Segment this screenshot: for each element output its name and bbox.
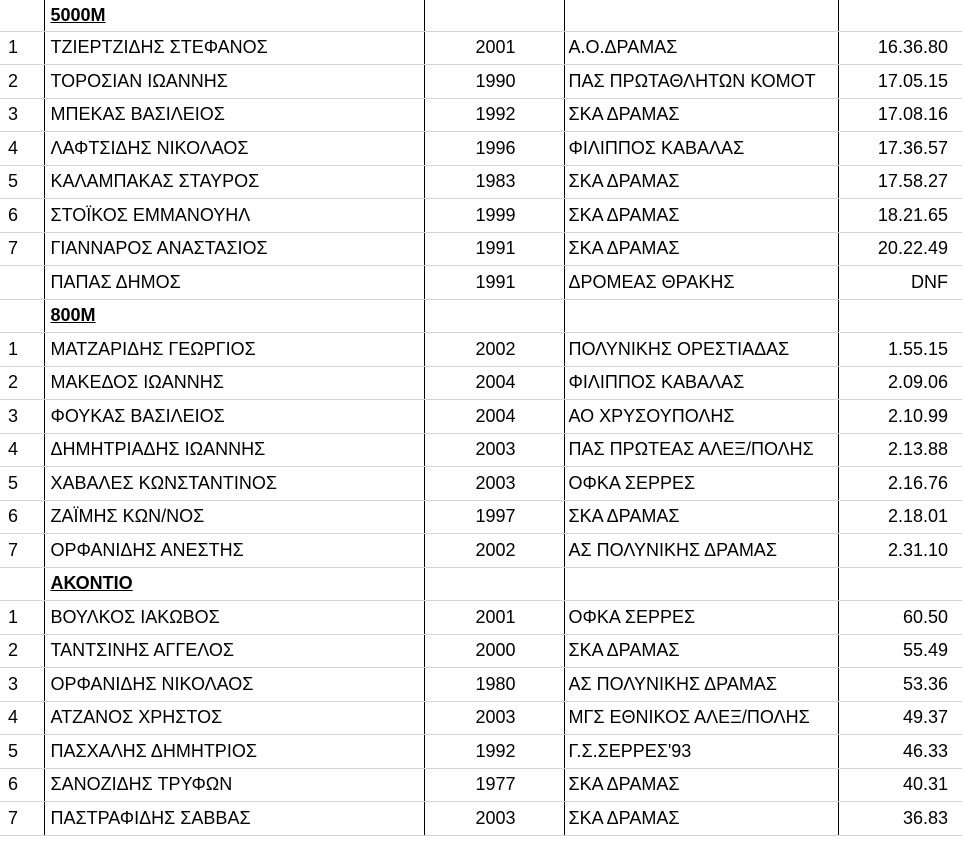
birth-year-cell[interactable]: 2003: [424, 467, 564, 501]
table-row: [0, 232, 962, 266]
position-cell[interactable]: 2: [0, 366, 44, 400]
position-cell[interactable]: 3: [0, 98, 44, 132]
club-cell[interactable]: ΣΚΑ ΔΡΑΜΑΣ: [564, 199, 838, 233]
table-row: [0, 199, 962, 233]
club-cell[interactable]: ΑΣ ΠΟΛΥΝΙΚΗΣ ΔΡΑΜΑΣ: [564, 668, 838, 702]
birth-year-cell[interactable]: 1996: [424, 132, 564, 166]
birth-year-cell[interactable]: 1999: [424, 199, 564, 233]
club-cell[interactable]: ΣΚΑ ΔΡΑΜΑΣ: [564, 98, 838, 132]
athlete-name-cell[interactable]: ΑΤΖΑΝΟΣ ΧΡΗΣΤΟΣ: [44, 701, 424, 735]
empty-cell[interactable]: [0, 299, 44, 333]
position-cell[interactable]: 2: [0, 65, 44, 99]
club-cell[interactable]: ΔΡΟΜΕΑΣ ΘΡΑΚΗΣ: [564, 266, 838, 300]
club-cell[interactable]: ΟΦΚΑ ΣΕΡΡΕΣ: [564, 467, 838, 501]
athlete-name-cell[interactable]: ΦΟΥΚΑΣ ΒΑΣΙΛΕΙΟΣ: [44, 400, 424, 434]
athlete-name-cell[interactable]: ΠΑΣΧΑΛΗΣ ΔΗΜΗΤΡΙΟΣ: [44, 735, 424, 769]
position-cell[interactable]: 3: [0, 400, 44, 434]
position-cell[interactable]: 6: [0, 199, 44, 233]
table-row: [0, 634, 962, 668]
position-cell[interactable]: 3: [0, 668, 44, 702]
club-cell[interactable]: Γ.Σ.ΣΕΡΡΕΣ'93: [564, 735, 838, 769]
birth-year-cell[interactable]: 1980: [424, 668, 564, 702]
position-cell[interactable]: 7: [0, 802, 44, 836]
position-cell[interactable]: 5: [0, 467, 44, 501]
position-cell[interactable]: 1: [0, 601, 44, 635]
birth-year-cell[interactable]: 1992: [424, 98, 564, 132]
birth-year-cell[interactable]: 2000: [424, 634, 564, 668]
table-row: [0, 400, 962, 434]
result-cell[interactable]: DNF: [838, 266, 962, 300]
club-cell[interactable]: ΟΦΚΑ ΣΕΡΡΕΣ: [564, 601, 838, 635]
empty-cell[interactable]: [0, 0, 44, 31]
position-cell[interactable]: 5: [0, 165, 44, 199]
empty-cell[interactable]: [564, 299, 838, 333]
athlete-name-cell[interactable]: ΟΡΦΑΝΙΔΗΣ ΝΙΚΟΛΑΟΣ: [44, 668, 424, 702]
empty-cell[interactable]: [0, 567, 44, 601]
birth-year-cell[interactable]: 1977: [424, 768, 564, 802]
empty-cell[interactable]: [564, 0, 838, 31]
birth-year-cell[interactable]: 2001: [424, 601, 564, 635]
athlete-name-cell[interactable]: ΛΑΦΤΣΙΔΗΣ ΝΙΚΟΛΑΟΣ: [44, 132, 424, 166]
athlete-name-cell[interactable]: ΖΑΪΜΗΣ ΚΩΝ/ΝΟΣ: [44, 500, 424, 534]
result-cell[interactable]: 17.08.16: [838, 98, 962, 132]
athlete-name-cell[interactable]: ΧΑΒΑΛΕΣ ΚΩΝΣΤΑΝΤΙΝΟΣ: [44, 467, 424, 501]
result-cell[interactable]: 16.36.80: [838, 31, 962, 65]
club-cell[interactable]: ΠΑΣ ΠΡΩΤΕΑΣ ΑΛΕΞ/ΠΟΛΗΣ: [564, 433, 838, 467]
club-cell[interactable]: ΜΓΣ ΕΘΝΙΚΟΣ ΑΛΕΞ/ΠΟΛΗΣ: [564, 701, 838, 735]
birth-year-cell[interactable]: 2004: [424, 400, 564, 434]
position-cell[interactable]: [0, 266, 44, 300]
section-header-row: [0, 567, 962, 601]
birth-year-cell[interactable]: 2004: [424, 366, 564, 400]
result-cell[interactable]: 55.49: [838, 634, 962, 668]
birth-year-cell[interactable]: 1991: [424, 266, 564, 300]
empty-cell[interactable]: [838, 567, 962, 601]
club-cell[interactable]: ΑΣ ΠΟΛΥΝΙΚΗΣ ΔΡΑΜΑΣ: [564, 534, 838, 568]
result-cell[interactable]: 2.18.01: [838, 500, 962, 534]
table-row: [0, 701, 962, 735]
result-cell[interactable]: 46.33: [838, 735, 962, 769]
birth-year-cell[interactable]: 2003: [424, 433, 564, 467]
position-cell[interactable]: 1: [0, 333, 44, 367]
result-cell[interactable]: 17.36.57: [838, 132, 962, 166]
result-cell[interactable]: 40.31: [838, 768, 962, 802]
section-title[interactable]: 800Μ: [44, 299, 424, 333]
athlete-name-cell[interactable]: ΤΑΝΤΣΙΝΗΣ ΑΓΓΕΛΟΣ: [44, 634, 424, 668]
birth-year-cell[interactable]: 1983: [424, 165, 564, 199]
empty-cell[interactable]: [564, 567, 838, 601]
position-cell[interactable]: 7: [0, 232, 44, 266]
table-row: [0, 132, 962, 166]
athlete-name-cell[interactable]: ΔΗΜΗΤΡΙΑΔΗΣ ΙΩΑΝΝΗΣ: [44, 433, 424, 467]
result-cell[interactable]: 17.05.15: [838, 65, 962, 99]
athlete-name-cell[interactable]: ΚΑΛΑΜΠΑΚΑΣ ΣΤΑΥΡΟΣ: [44, 165, 424, 199]
result-cell[interactable]: 60.50: [838, 601, 962, 635]
result-cell[interactable]: 18.21.65: [838, 199, 962, 233]
result-cell[interactable]: 49.37: [838, 701, 962, 735]
birth-year-cell[interactable]: 1990: [424, 65, 564, 99]
club-cell[interactable]: ΣΚΑ ΔΡΑΜΑΣ: [564, 634, 838, 668]
position-cell[interactable]: 1: [0, 31, 44, 65]
position-cell[interactable]: 5: [0, 735, 44, 769]
table-row: [0, 467, 962, 501]
position-cell[interactable]: 7: [0, 534, 44, 568]
athlete-name-cell[interactable]: ΟΡΦΑΝΙΔΗΣ ΑΝΕΣΤΗΣ: [44, 534, 424, 568]
result-cell[interactable]: 36.83: [838, 802, 962, 836]
birth-year-cell[interactable]: 1997: [424, 500, 564, 534]
athlete-name-cell[interactable]: ΤΖΙΕΡΤΖΙΔΗΣ ΣΤΕΦΑΝΟΣ: [44, 31, 424, 65]
position-cell[interactable]: 4: [0, 132, 44, 166]
result-cell[interactable]: 1.55.15: [838, 333, 962, 367]
result-cell[interactable]: 17.58.27: [838, 165, 962, 199]
table-row: [0, 668, 962, 702]
birth-year-cell[interactable]: 2003: [424, 802, 564, 836]
birth-year-cell[interactable]: 2002: [424, 333, 564, 367]
empty-cell[interactable]: [838, 299, 962, 333]
athlete-name-cell[interactable]: ΣΑΝΟΖΙΔΗΣ ΤΡΥΦΩΝ: [44, 768, 424, 802]
club-cell[interactable]: ΑΟ ΧΡΥΣΟΥΠΟΛΗΣ: [564, 400, 838, 434]
result-cell[interactable]: 2.16.76: [838, 467, 962, 501]
club-cell[interactable]: ΣΚΑ ΔΡΑΜΑΣ: [564, 802, 838, 836]
position-cell[interactable]: 6: [0, 500, 44, 534]
position-cell[interactable]: 6: [0, 768, 44, 802]
club-cell[interactable]: ΠΑΣ ΠΡΩΤΑΘΛΗΤΩΝ ΚΟΜΟΤ: [564, 65, 838, 99]
table-row: [0, 333, 962, 367]
empty-cell[interactable]: [424, 567, 564, 601]
position-cell[interactable]: 2: [0, 634, 44, 668]
athlete-name-cell[interactable]: ΓΙΑΝΝΑΡΟΣ ΑΝΑΣΤΑΣΙΟΣ: [44, 232, 424, 266]
result-cell[interactable]: 2.13.88: [838, 433, 962, 467]
athlete-name-cell[interactable]: ΜΑΚΕΔΟΣ ΙΩΑΝΝΗΣ: [44, 366, 424, 400]
empty-cell[interactable]: [424, 0, 564, 31]
athlete-name-cell[interactable]: ΒΟΥΛΚΟΣ ΙΑΚΩΒΟΣ: [44, 601, 424, 635]
birth-year-cell[interactable]: 2001: [424, 31, 564, 65]
birth-year-cell[interactable]: 1991: [424, 232, 564, 266]
table-row: [0, 534, 962, 568]
club-cell[interactable]: ΠΟΛΥΝΙΚΗΣ ΟΡΕΣΤΙΑΔΑΣ: [564, 333, 838, 367]
table-row: [0, 366, 962, 400]
result-cell[interactable]: 2.10.99: [838, 400, 962, 434]
table-row: [0, 65, 962, 99]
table-row: [0, 266, 962, 300]
table-row: [0, 802, 962, 836]
club-cell[interactable]: Α.Ο.ΔΡΑΜΑΣ: [564, 31, 838, 65]
athlete-name-cell[interactable]: ΤΟΡΟΣΙΑΝ ΙΩΑΝΝΗΣ: [44, 65, 424, 99]
table-row: [0, 98, 962, 132]
athlete-name-cell[interactable]: ΣΤΟΪΚΟΣ ΕΜΜΑΝΟΥΗΛ: [44, 199, 424, 233]
empty-cell[interactable]: [424, 299, 564, 333]
club-cell[interactable]: ΣΚΑ ΔΡΑΜΑΣ: [564, 165, 838, 199]
club-cell[interactable]: ΦΙΛΙΠΠΟΣ ΚΑΒΑΛΑΣ: [564, 132, 838, 166]
table-row: [0, 500, 962, 534]
table-row: [0, 433, 962, 467]
birth-year-cell[interactable]: 1992: [424, 735, 564, 769]
club-cell[interactable]: ΦΙΛΙΠΠΟΣ ΚΑΒΑΛΑΣ: [564, 366, 838, 400]
position-cell[interactable]: 4: [0, 433, 44, 467]
club-cell[interactable]: ΣΚΑ ΔΡΑΜΑΣ: [564, 232, 838, 266]
table-row: [0, 735, 962, 769]
birth-year-cell[interactable]: 2002: [424, 534, 564, 568]
birth-year-cell[interactable]: 2003: [424, 701, 564, 735]
section-title[interactable]: ΑΚΟΝΤΙΟ: [44, 567, 424, 601]
club-cell[interactable]: ΣΚΑ ΔΡΑΜΑΣ: [564, 768, 838, 802]
athlete-name-cell[interactable]: ΜΠΕΚΑΣ ΒΑΣΙΛΕΙΟΣ: [44, 98, 424, 132]
club-cell[interactable]: ΣΚΑ ΔΡΑΜΑΣ: [564, 500, 838, 534]
athlete-name-cell[interactable]: ΠΑΠΑΣ ΔΗΜΟΣ: [44, 266, 424, 300]
position-cell[interactable]: 4: [0, 701, 44, 735]
table-row: [0, 31, 962, 65]
table-row: [0, 601, 962, 635]
section-title[interactable]: 5000M: [44, 0, 424, 31]
result-cell[interactable]: 53.36: [838, 668, 962, 702]
section-header-row: [0, 299, 962, 333]
table-row: [0, 165, 962, 199]
section-header-row: [0, 0, 962, 31]
result-cell[interactable]: 2.31.10: [838, 534, 962, 568]
athlete-name-cell[interactable]: ΠΑΣΤΡΑΦΙΔΗΣ ΣΑΒΒΑΣ: [44, 802, 424, 836]
empty-cell[interactable]: [838, 0, 962, 31]
athlete-name-cell[interactable]: ΜΑΤΖΑΡΙΔΗΣ ΓΕΩΡΓΙΟΣ: [44, 333, 424, 367]
result-cell[interactable]: 2.09.06: [838, 366, 962, 400]
table-row: [0, 768, 962, 802]
result-cell[interactable]: 20.22.49: [838, 232, 962, 266]
